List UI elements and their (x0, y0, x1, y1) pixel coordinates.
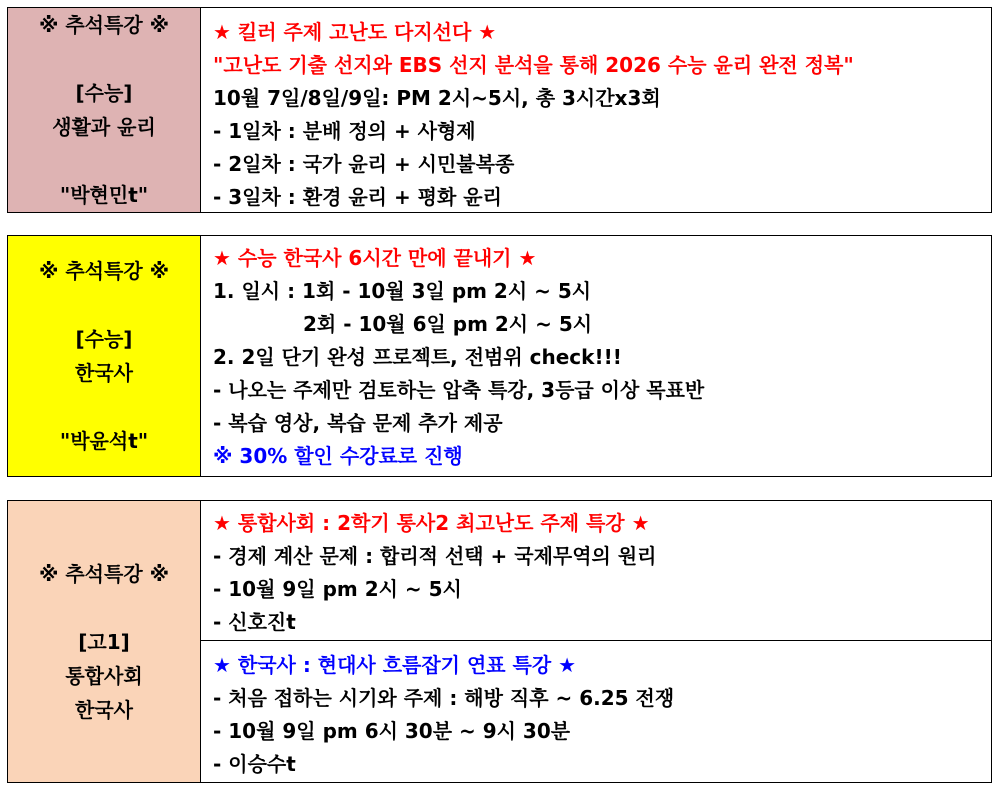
course-tagline: "고난도 기출 선지와 EBS 선지 분석을 통해 2026 수능 윤리 완전 정복" (213, 53, 854, 77)
schedule-line-2: 2회 - 10월 6일 pm 2시 ~ 5시 (303, 312, 593, 336)
topic-line: - 경제 계산 문제 : 합리적 선택 + 국제무역의 원리 (213, 544, 657, 568)
course-label-panel (8, 236, 201, 476)
discount-note: ※ 30% 할인 수강료로 진행 (213, 444, 463, 468)
teacher-name: "박현민t" (59, 183, 149, 207)
day2-topic: - 2일차 : 국가 윤리 + 시민불복종 (213, 152, 515, 176)
course-headline: ★ 킬러 주제 고난도 다지선다 ★ (213, 20, 497, 44)
course-headline: ★ 한국사 : 현대사 흐름잡기 연표 특강 ★ (213, 653, 577, 677)
grade-tag: [고1] (78, 629, 130, 654)
course-block-ethics (7, 7, 992, 213)
teacher-name: - 신호진t (213, 610, 296, 634)
schedule-line: 10월 7일/8일/9일: PM 2시~5시, 총 3시간x3회 (213, 86, 661, 110)
course-details (201, 8, 991, 212)
subject-name: 한국사 (75, 361, 133, 385)
korean-history-section (201, 640, 991, 782)
course-headline: ★ 수능 한국사 6시간 만에 끝내기 ★ (213, 246, 537, 270)
event-title: ※ 추석특강 ※ (38, 259, 170, 283)
day1-topic: - 1일차 : 분배 정의 + 사형제 (213, 119, 476, 143)
subject-name-2: 한국사 (75, 697, 133, 722)
extras-line: - 복습 영상, 복습 문제 추가 제공 (213, 411, 503, 435)
exam-tag: [수능] (75, 81, 133, 105)
target-line: - 나오는 주제만 검토하는 압축 특강, 3등급 이상 목표반 (213, 378, 705, 402)
subject-name-1: 통합사회 (65, 663, 143, 688)
course-label-panel (8, 8, 201, 212)
teacher-name: "박윤석t" (59, 429, 149, 453)
program-line: 2. 2일 단기 완성 프로젝트, 전범위 check!!! (213, 345, 622, 369)
schedule-line: - 10월 9일 pm 2시 ~ 5시 (213, 577, 462, 601)
course-block-korean-history (7, 235, 992, 477)
course-headline: ★ 통합사회 : 2학기 통사2 최고난도 주제 특강 ★ (213, 511, 650, 535)
schedule-line: - 10월 9일 pm 6시 30분 ~ 9시 30분 (213, 719, 571, 743)
course-label-panel (8, 501, 201, 782)
event-title: ※ 추석특강 ※ (38, 561, 170, 586)
day3-topic: - 3일차 : 환경 윤리 + 평화 윤리 (213, 185, 502, 209)
schedule-line-1: 1. 일시 : 1회 - 10월 3일 pm 2시 ~ 5시 (213, 279, 592, 303)
event-title: ※ 추석특강 ※ (38, 13, 170, 37)
subject-name: 생활과 윤리 (52, 115, 156, 139)
exam-tag: [수능] (75, 327, 133, 351)
course-details (201, 236, 991, 476)
course-block-grade1 (7, 500, 992, 783)
teacher-name: - 이승수t (213, 752, 296, 776)
integrated-social-section (201, 501, 991, 640)
topic-line: - 처음 접하는 시기와 주제 : 해방 직후 ~ 6.25 전쟁 (213, 686, 675, 710)
